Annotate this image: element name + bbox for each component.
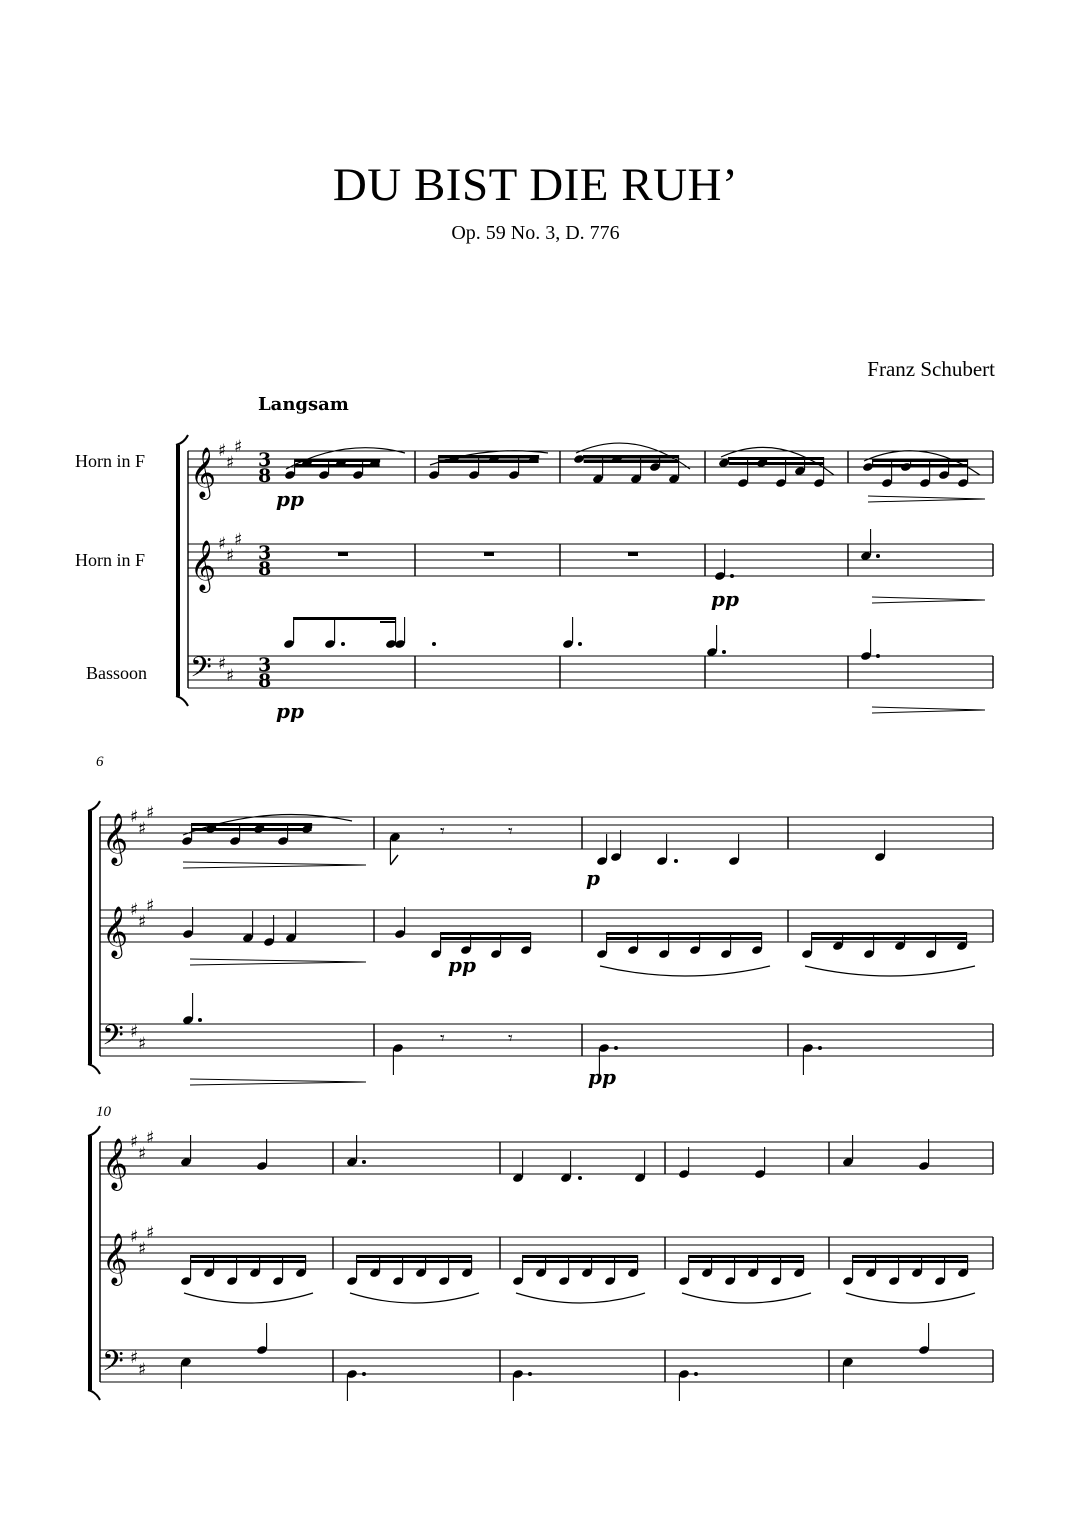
- decrescendo-hairpin: [872, 597, 985, 600]
- slur: [864, 451, 980, 475]
- beam: [439, 460, 539, 463]
- measure-number-system-3: 10: [96, 1104, 111, 1120]
- composer-name: Franz Schubert: [867, 357, 995, 381]
- flag: [390, 855, 398, 865]
- augmentation-dot: [362, 1372, 366, 1376]
- sharp-sign: ♯: [130, 1022, 139, 1042]
- dynamic-pp: pp: [588, 1065, 616, 1089]
- sharp-sign: ♯: [138, 1360, 147, 1380]
- bracket-hook: [88, 1126, 100, 1136]
- bracket-hook: [88, 1390, 100, 1400]
- slur: [350, 1293, 479, 1303]
- beam: [192, 828, 312, 831]
- sharp-sign: ♯: [146, 1128, 155, 1148]
- augmentation-dot: [674, 859, 678, 863]
- bass-clef: 𝄢: [102, 1019, 124, 1059]
- beam: [441, 932, 531, 935]
- beam: [607, 932, 762, 935]
- sharp-sign: ♯: [218, 534, 227, 554]
- beam: [191, 1260, 306, 1263]
- augmentation-dot: [341, 642, 345, 646]
- bass-clef: 𝄢: [190, 651, 212, 691]
- dynamic-pp: pp: [711, 587, 739, 611]
- beam: [812, 932, 967, 935]
- treble-clef: 𝄞: [102, 813, 129, 864]
- tempo-marking: Langsam: [258, 394, 349, 415]
- bracket-hook: [88, 801, 100, 811]
- beam: [357, 1255, 472, 1258]
- decrescendo-hairpin: [190, 959, 366, 962]
- augmentation-dot: [876, 554, 880, 558]
- sharp-sign: ♯: [226, 666, 235, 686]
- sharp-sign: ♯: [138, 912, 147, 932]
- decrescendo-hairpin: [183, 865, 366, 868]
- treble-clef: 𝄞: [190, 447, 217, 498]
- instrument-label-horn-2: Horn in F: [75, 550, 146, 570]
- sharp-sign: ♯: [138, 1239, 147, 1259]
- sharp-sign: ♯: [234, 530, 243, 550]
- sharp-sign: ♯: [130, 900, 139, 920]
- score-title: DU BIST DIE RUH’: [332, 159, 739, 211]
- decrescendo-hairpin: [190, 1079, 366, 1082]
- decrescendo-hairpin: [872, 707, 985, 710]
- sharp-sign: ♯: [218, 441, 227, 461]
- augmentation-dot: [432, 642, 436, 646]
- bracket-hook: [88, 1064, 100, 1074]
- beam: [523, 1255, 638, 1258]
- sharp-sign: ♯: [138, 1034, 147, 1054]
- augmentation-dot: [876, 654, 880, 658]
- sharp-sign: ♯: [138, 819, 147, 839]
- sharp-sign: ♯: [130, 1132, 139, 1152]
- measure-rest: [484, 552, 494, 556]
- score-subtitle: Op. 59 No. 3, D. 776: [451, 222, 620, 244]
- sharp-sign: ♯: [130, 807, 139, 827]
- beam: [357, 1260, 472, 1263]
- decrescendo-hairpin: [872, 710, 985, 713]
- beam: [812, 937, 967, 940]
- time-signature-lower: 8: [258, 465, 272, 487]
- slur: [516, 1293, 645, 1303]
- eighth-rest: 𝄾: [508, 821, 513, 842]
- bracket-hook: [176, 435, 188, 445]
- slur: [846, 1293, 975, 1303]
- beam: [584, 460, 679, 463]
- beam: [853, 1255, 968, 1258]
- decrescendo-hairpin: [872, 600, 985, 603]
- beam: [689, 1255, 804, 1258]
- decrescendo-hairpin: [190, 1082, 366, 1085]
- treble-clef: 𝄞: [102, 906, 129, 957]
- eighth-rest: 𝄾: [440, 1028, 445, 1049]
- instrument-label-bassoon: Bassoon: [86, 663, 148, 683]
- dynamic-pp: pp: [276, 487, 304, 511]
- beam: [584, 455, 679, 458]
- decrescendo-hairpin: [868, 496, 985, 499]
- bass-clef: 𝄢: [102, 1345, 124, 1385]
- beam: [607, 937, 762, 940]
- instrument-label-horn-1: Horn in F: [75, 451, 146, 471]
- sharp-sign: ♯: [130, 1227, 139, 1247]
- sharp-sign: ♯: [234, 437, 243, 457]
- dynamic-p: p: [586, 866, 600, 890]
- beam: [689, 1260, 804, 1263]
- decrescendo-hairpin: [183, 862, 366, 865]
- decrescendo-hairpin: [868, 499, 985, 502]
- dynamic-pp: pp: [448, 953, 476, 977]
- augmentation-dot: [198, 1018, 202, 1022]
- beam: [873, 464, 968, 467]
- slur: [682, 1293, 811, 1303]
- augmentation-dot: [614, 1046, 618, 1050]
- treble-clef: 𝄞: [190, 540, 217, 591]
- beam: [729, 462, 824, 465]
- sharp-sign: ♯: [218, 654, 227, 674]
- augmentation-dot: [730, 574, 734, 578]
- sharp-sign: ♯: [138, 1144, 147, 1164]
- time-signature-upper: 3: [258, 449, 272, 471]
- beam: [191, 1255, 306, 1258]
- augmentation-dot: [528, 1372, 532, 1376]
- sharp-sign: ♯: [146, 1223, 155, 1243]
- augmentation-dot: [818, 1046, 822, 1050]
- augmentation-dot: [578, 1176, 582, 1180]
- slur: [184, 1293, 313, 1303]
- sharp-sign: ♯: [146, 896, 155, 916]
- bracket-hook: [176, 696, 188, 706]
- system-bracket: [176, 445, 180, 696]
- beam: [294, 617, 396, 620]
- augmentation-dot: [362, 1160, 366, 1164]
- sharp-sign: ♯: [226, 546, 235, 566]
- slur: [600, 966, 770, 976]
- time-signature-lower: 8: [258, 670, 272, 692]
- time-signature-upper: 3: [258, 654, 272, 676]
- decrescendo-hairpin: [190, 962, 366, 965]
- time-signature-lower: 8: [258, 558, 272, 580]
- beam: [853, 1260, 968, 1263]
- slur: [805, 966, 975, 976]
- beam: [523, 1260, 638, 1263]
- measure-number-system-2: 6: [96, 754, 104, 770]
- eighth-rest: 𝄾: [440, 821, 445, 842]
- augmentation-dot: [722, 650, 726, 654]
- sharp-sign: ♯: [146, 803, 155, 823]
- dynamic-pp: pp: [276, 699, 304, 723]
- augmentation-dot: [578, 642, 582, 646]
- treble-clef: 𝄞: [102, 1233, 129, 1284]
- time-signature-upper: 3: [258, 542, 272, 564]
- eighth-rest: 𝄾: [508, 1028, 513, 1049]
- beam: [441, 937, 531, 940]
- beam: [295, 464, 380, 467]
- system-bracket: [88, 811, 92, 1064]
- sharp-sign: ♯: [130, 1348, 139, 1368]
- augmentation-dot: [694, 1372, 698, 1376]
- system-bracket: [88, 1136, 92, 1390]
- sharp-sign: ♯: [226, 453, 235, 473]
- measure-rest: [338, 552, 348, 556]
- treble-clef: 𝄞: [102, 1138, 129, 1189]
- measure-rest: [628, 552, 638, 556]
